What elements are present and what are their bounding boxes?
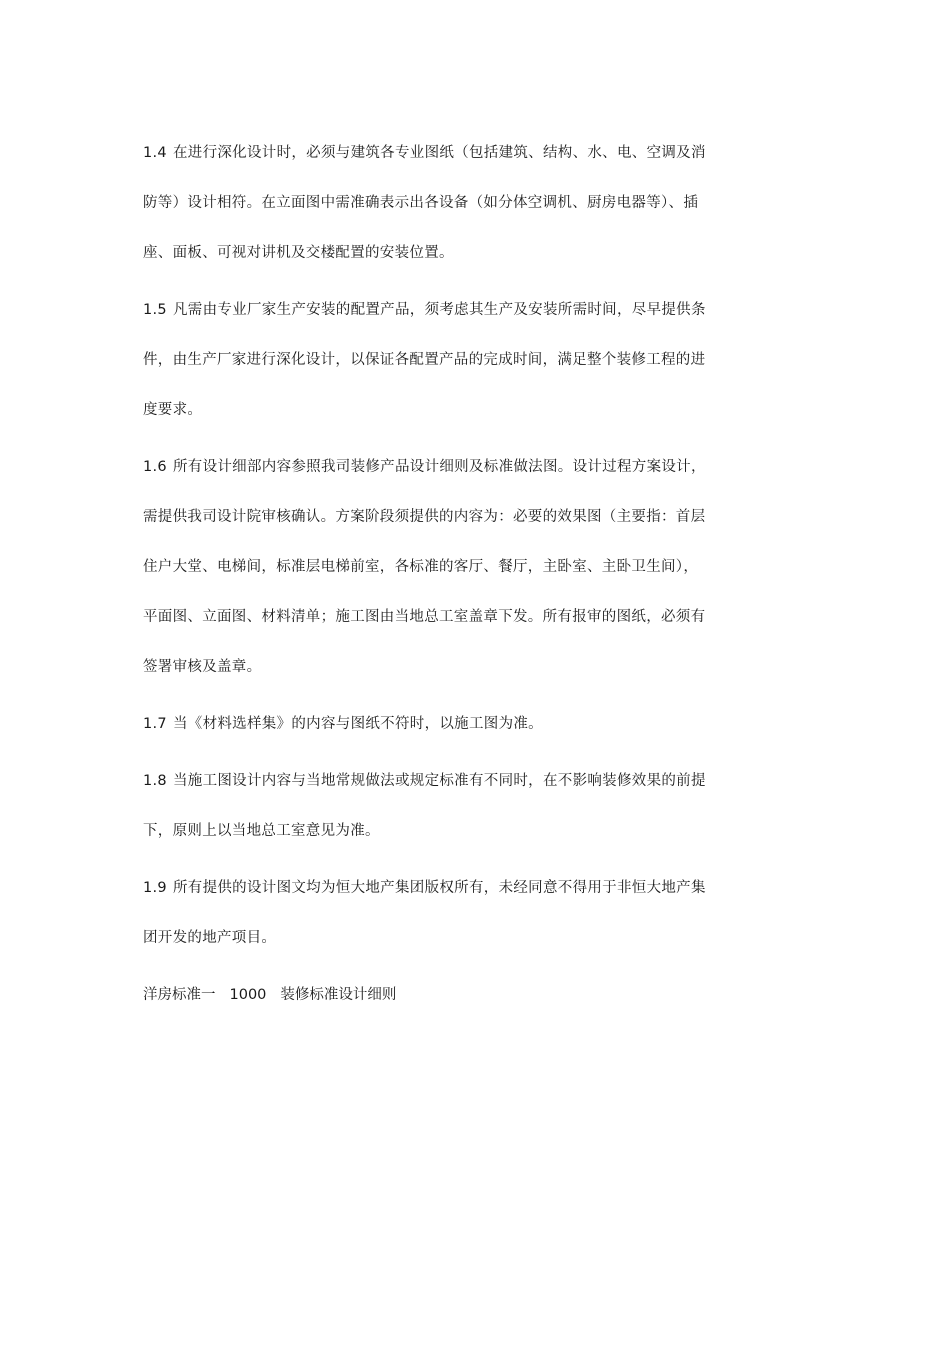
paragraph-line: 件，由生产厂家进行深化设计，以保证各配置产品的完成时间，满足整个装修工程的进 xyxy=(143,352,706,368)
section-heading xyxy=(143,970,763,1020)
heading-part-1: 洋房标准一 xyxy=(143,987,216,1003)
paragraph-line: 凡需由专业厂家生产安装的配置产品，须考虑其生产及安装所需时间，尽早提供条 xyxy=(172,302,706,318)
paragraph-line: 当施工图设计内容与当地常规做法或规定标准有不同时，在不影响装修效果的前提 xyxy=(172,773,706,789)
paragraph-line: 在进行深化设计时，必须与建筑各专业图纸（包括建筑、结构、水、电、空调及消 xyxy=(172,145,706,161)
paragraph-line: 当《材料选样集》的内容与图纸不符时，以施工图为准。 xyxy=(172,716,543,732)
paragraph-1-5 xyxy=(143,285,763,435)
section-number: 1.4 xyxy=(143,145,167,161)
paragraph-1-6 xyxy=(143,442,763,692)
paragraph-line: 所有提供的设计图文均为恒大地产集团版权所有，未经同意不得用于非恒大地产集 xyxy=(172,880,706,896)
paragraph-1-7 xyxy=(143,699,763,749)
section-number: 1.6 xyxy=(143,459,167,475)
paragraph-1-4 xyxy=(143,128,763,278)
paragraph-line: 住户大堂、电梯间，标准层电梯前室，各标准的客厅、餐厅，主卧室、主卧卫生间）， xyxy=(143,559,699,575)
heading-part-3: 装修标准设计细则 xyxy=(280,987,397,1003)
paragraph-line: 座、面板、可视对讲机及交楼配置的安装位置。 xyxy=(143,245,454,261)
paragraph-line: 防等）设计相符。在立面图中需准确表示出各设备（如分体空调机、厨房电器等）、插 xyxy=(143,195,699,211)
paragraph-line: 签署审核及盖章。 xyxy=(143,659,262,675)
paragraph-line: 平面图、立面图、材料清单；施工图由当地总工室盖章下发。所有报审的图纸，必须有 xyxy=(143,609,706,625)
section-number: 1.5 xyxy=(143,302,167,318)
paragraph-line: 所有设计细部内容参照我司装修产品设计细则及标准做法图。设计过程方案设计， xyxy=(172,459,706,475)
heading-part-2: 1000 xyxy=(229,987,267,1003)
paragraph-line: 度要求。 xyxy=(143,402,203,418)
document-body xyxy=(143,128,763,1020)
section-number: 1.8 xyxy=(143,773,167,789)
paragraph-line: 需提供我司设计院审核确认。方案阶段须提供的内容为：必要的效果图（主要指：首层 xyxy=(143,509,706,525)
paragraph-line: 下，原则上以当地总工室意见为准。 xyxy=(143,823,380,839)
paragraph-1-9 xyxy=(143,863,763,963)
paragraph-line: 团开发的地产项目。 xyxy=(143,930,277,946)
section-number: 1.7 xyxy=(143,716,167,732)
paragraph-1-8 xyxy=(143,756,763,856)
section-number: 1.9 xyxy=(143,880,167,896)
